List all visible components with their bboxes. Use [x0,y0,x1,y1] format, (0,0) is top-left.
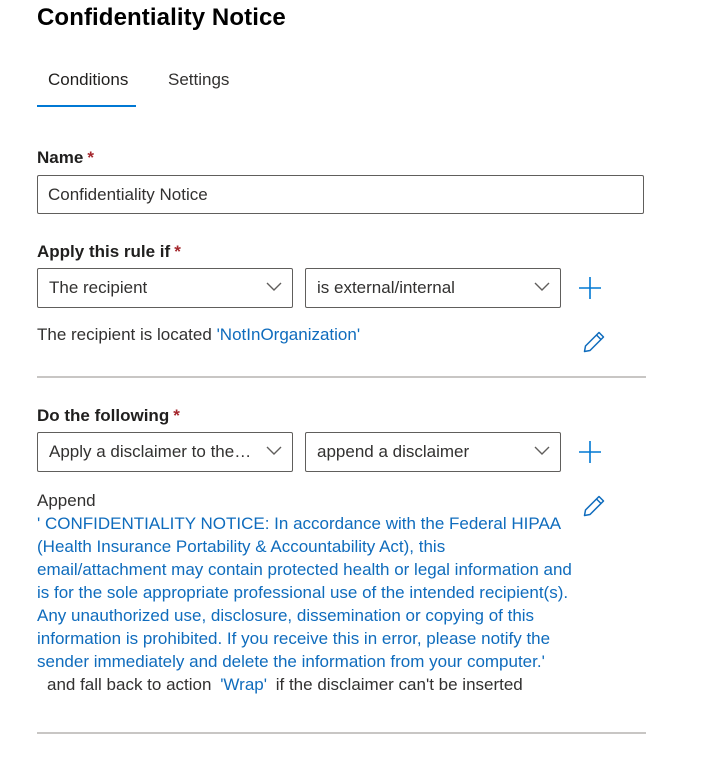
section-divider [37,376,646,378]
add-action-button[interactable] [577,439,603,465]
fallback-prefix: and fall back to action [47,675,212,694]
chevron-down-icon [534,281,550,293]
add-icon [579,441,601,463]
edit-pencil-icon [585,497,604,516]
name-label [37,148,94,168]
name-input[interactable] [37,175,644,214]
section-divider [37,732,646,734]
dropdown-value: append a disclaimer [317,442,470,461]
condition-label-text: Apply this rule if [37,242,171,261]
tab-conditions[interactable]: Conditions [48,70,129,89]
page-title: Confidentiality Notice [37,4,286,31]
append-label: Append [37,491,96,510]
add-icon [579,277,601,299]
dropdown-value: Apply a disclaimer to the… [49,442,252,461]
condition-predicate-dropdown[interactable] [305,268,561,308]
edit-pencil-icon [585,333,604,352]
condition-value-link[interactable]: 'NotInOrganization' [216,325,361,344]
chevron-down-icon [266,281,282,293]
action-summary [37,489,577,696]
action-label-text: Do the following [37,406,170,425]
add-condition-button[interactable] [577,275,603,301]
required-mark: * [173,406,180,425]
condition-summary [37,325,360,345]
chevron-down-icon [266,445,282,457]
disclaimer-text-link[interactable]: ' CONFIDENTIALITY NOTICE: In accordance with the Federal HIPAA (Health Insurance Portability & Accountability Act), this email/attachment may contain protected health or legal information and is for the sole appropriate professional use of the intended recipient(s). Any unauthorized use, disclosure, dissemination or copying of this information is prohibited. If you receive this in error, please notify the sender immediately and delete the information from your computer.' [37,514,572,671]
condition-summary-text: The recipient is located [37,325,212,344]
dropdown-value: The recipient [49,278,148,297]
edit-action-button[interactable] [582,494,606,518]
action-mode-dropdown[interactable] [305,432,561,472]
active-tab-indicator [37,105,136,107]
tab-settings[interactable]: Settings [168,70,230,89]
action-label [37,406,180,426]
name-label-text: Name [37,148,84,167]
fallback-action-link[interactable]: 'Wrap' [220,675,267,694]
fallback-suffix: if the disclaimer can't be inserted [275,675,523,694]
tab-bar [37,70,277,108]
required-mark: * [174,242,181,261]
chevron-down-icon [534,445,550,457]
edit-condition-button[interactable] [582,330,606,354]
dropdown-value: is external/internal [317,278,455,297]
condition-label [37,242,181,262]
fallback-line [37,673,577,696]
required-mark: * [87,148,94,167]
condition-subject-dropdown[interactable] [37,268,293,308]
action-type-dropdown[interactable] [37,432,293,472]
